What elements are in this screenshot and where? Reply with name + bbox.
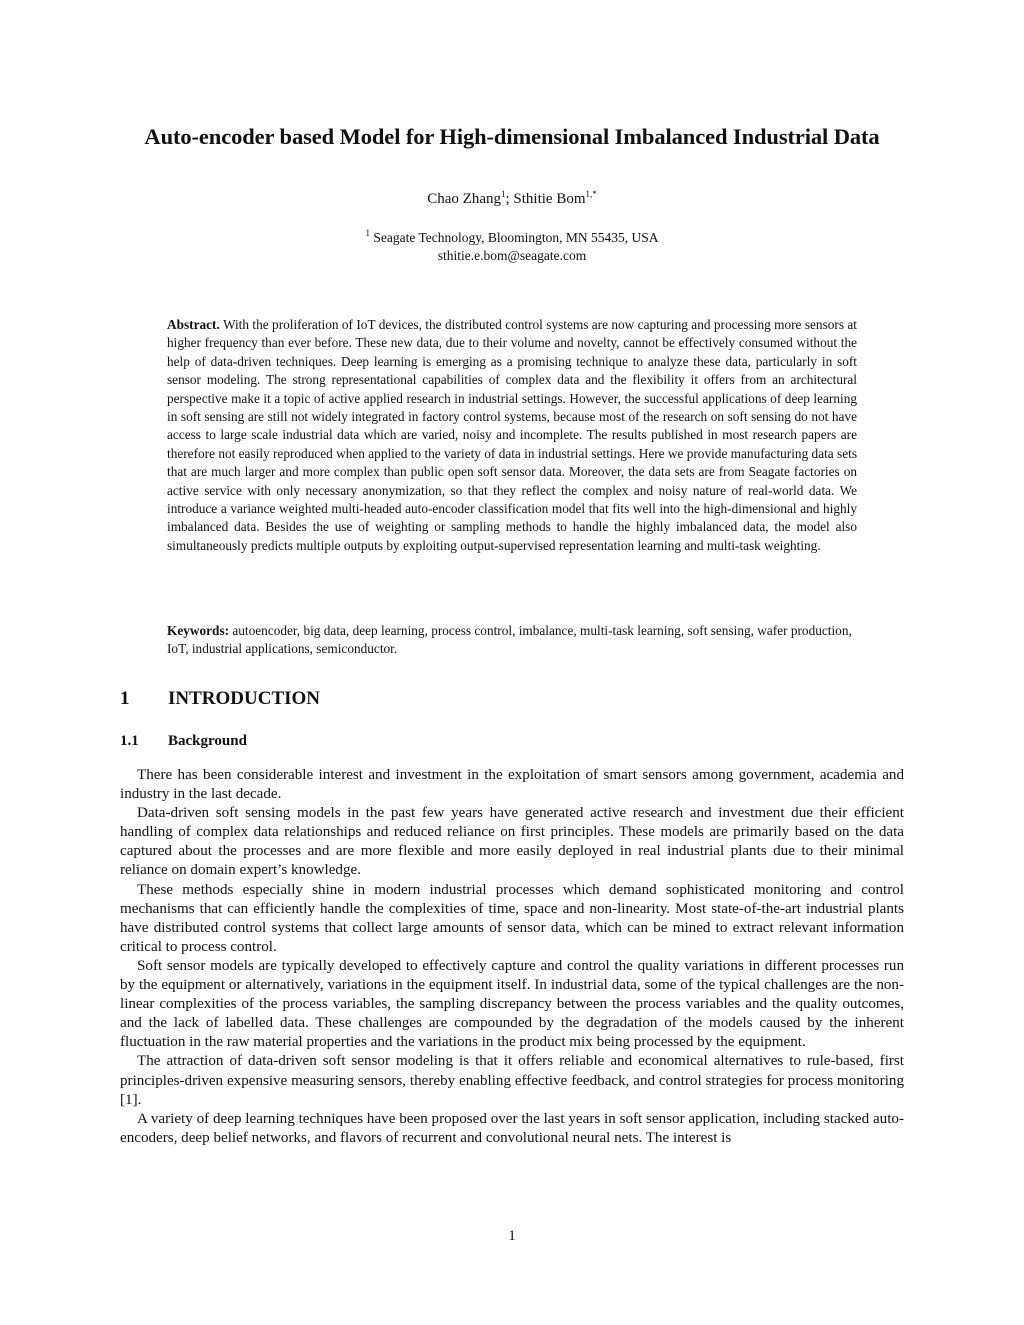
author-affiliation-marker: 1 xyxy=(500,189,506,199)
paragraph: A variety of deep learning techniques have been proposed over the last years in soft sensor application, including stacked auto-encoders, deep belief networks, and flavors of recurrent and convolutional neural nets. The interest is xyxy=(120,1110,904,1146)
author-affiliation-marker: 1,* xyxy=(585,189,597,199)
paragraph: There has been considerable interest and investment in the exploitation of smart sensors among government, academia and industry in the last decade. xyxy=(120,767,904,803)
author-separator: ; xyxy=(505,191,514,207)
abstract-text: With the proliferation of IoT devices, the distributed control systems are now capturing and processing more sensors at higher frequency than ever before. These new data, due to their volume and novelty, cannot be effectively consumed without the help of data-driven techniques. Deep learning is emerging as a promising technique to analyze these data, particularly in soft sensor modeling. The strong representational capabilities of complex data and the flexibility it offers from an architectural perspective make it a topic of active applied research in industrial settings. However, the successful applications of deep learning in soft sensing are still not widely integrated in factory control systems, because most of the research on soft sensing do not have access to large scale industrial data which are varied, noisy and incomplete. The results published in most research papers are therefore not easily reproduced when applied to the variety of data in industrial settings. Here we provide manufacturing data sets that are much larger and more complex than public open soft sensor data. Moreover, the data sets are from Seagate factories on active service with only necessary anonymization, so that they reflect the complex and noisy nature of real-world data. We introduce a variance weighted multi-headed auto-encoder classification model that fits well into the high-dimensional and highly imbalanced data. Besides the use of weighting or sampling methods to handle the highly imbalanced data, the model also simultaneously predicts multiple outputs by exploiting output-supervised representation learning and multi-task weighting. xyxy=(167,317,857,553)
keywords xyxy=(167,622,857,659)
subsection-number: 1.1 xyxy=(120,733,139,749)
body-text xyxy=(120,766,904,1148)
corresponding-email: sthitie.e.bom@seagate.com xyxy=(437,248,587,263)
section-number: 1 xyxy=(120,688,130,709)
paragraph: Data-driven soft sensing models in the past few years have generated active research and investment due their efficient handling of complex data relationships and reduced reliance on first principles. These models are primarily based on the data captured about the processes and are more flexible and more easily deployed in real industrial plants due to their minimal reliance on domain expert’s knowledge. xyxy=(120,805,904,879)
abstract-label: Abstract. xyxy=(167,317,220,332)
subsection-heading xyxy=(120,733,247,750)
section-heading xyxy=(120,688,320,710)
author-name: Sthitie Bom xyxy=(513,191,586,207)
page-number: 1 xyxy=(508,1228,516,1244)
paragraph: The attraction of data-driven soft sensor modeling is that it offers reliable and economical alternatives to rule-based, first principles-driven expensive measuring sensors, thereby enabling effective feedback, and control strategies for process monitoring [1]. xyxy=(120,1053,904,1108)
author-list xyxy=(0,191,1024,208)
author-name: Chao Zhang xyxy=(427,191,501,207)
keywords-label: Keywords: xyxy=(167,623,230,638)
keywords-text: autoencoder, big data, deep learning, process control, imbalance, multi-task learning, soft sensing, wafer production, IoT, industrial applications, semiconductor. xyxy=(167,623,852,657)
abstract xyxy=(167,316,857,555)
subsection-title: Background xyxy=(168,733,247,749)
paragraph: These methods especially shine in modern industrial processes which demand sophisticated monitoring and control mechanisms that can efficiently handle the complexities of time, space and non-linearity. Most state-of-the-art industrial plants have distributed control systems that collect large amounts of sensor data, which can be mined to extract relevant information critical to process control. xyxy=(120,881,904,955)
paragraph: Soft sensor models are typically developed to effectively capture and control the quality variations in different processes run by the equipment or alternatively, variations in the equipment itself. In industrial data, some of the typical challenges are the non-linear complexities of the process variables, the sampling discrepancy between the process variables and the quality outcomes, and the lack of labelled data. These challenges are compounded by the degradation of the models caused by the inherent fluctuation in the raw material properties and the variations in the product mix being processed by the equipment. xyxy=(120,957,904,1051)
affiliation-marker: 1 xyxy=(365,228,370,238)
paper-title: Auto-encoder based Model for High-dimensional Imbalanced Industrial Data xyxy=(144,124,880,149)
section-title: INTRODUCTION xyxy=(168,688,321,709)
affiliation-block xyxy=(0,229,1024,265)
affiliation-line xyxy=(0,229,1024,247)
affiliation-text: Seagate Technology, Bloomington, MN 55435, USA xyxy=(369,230,659,245)
